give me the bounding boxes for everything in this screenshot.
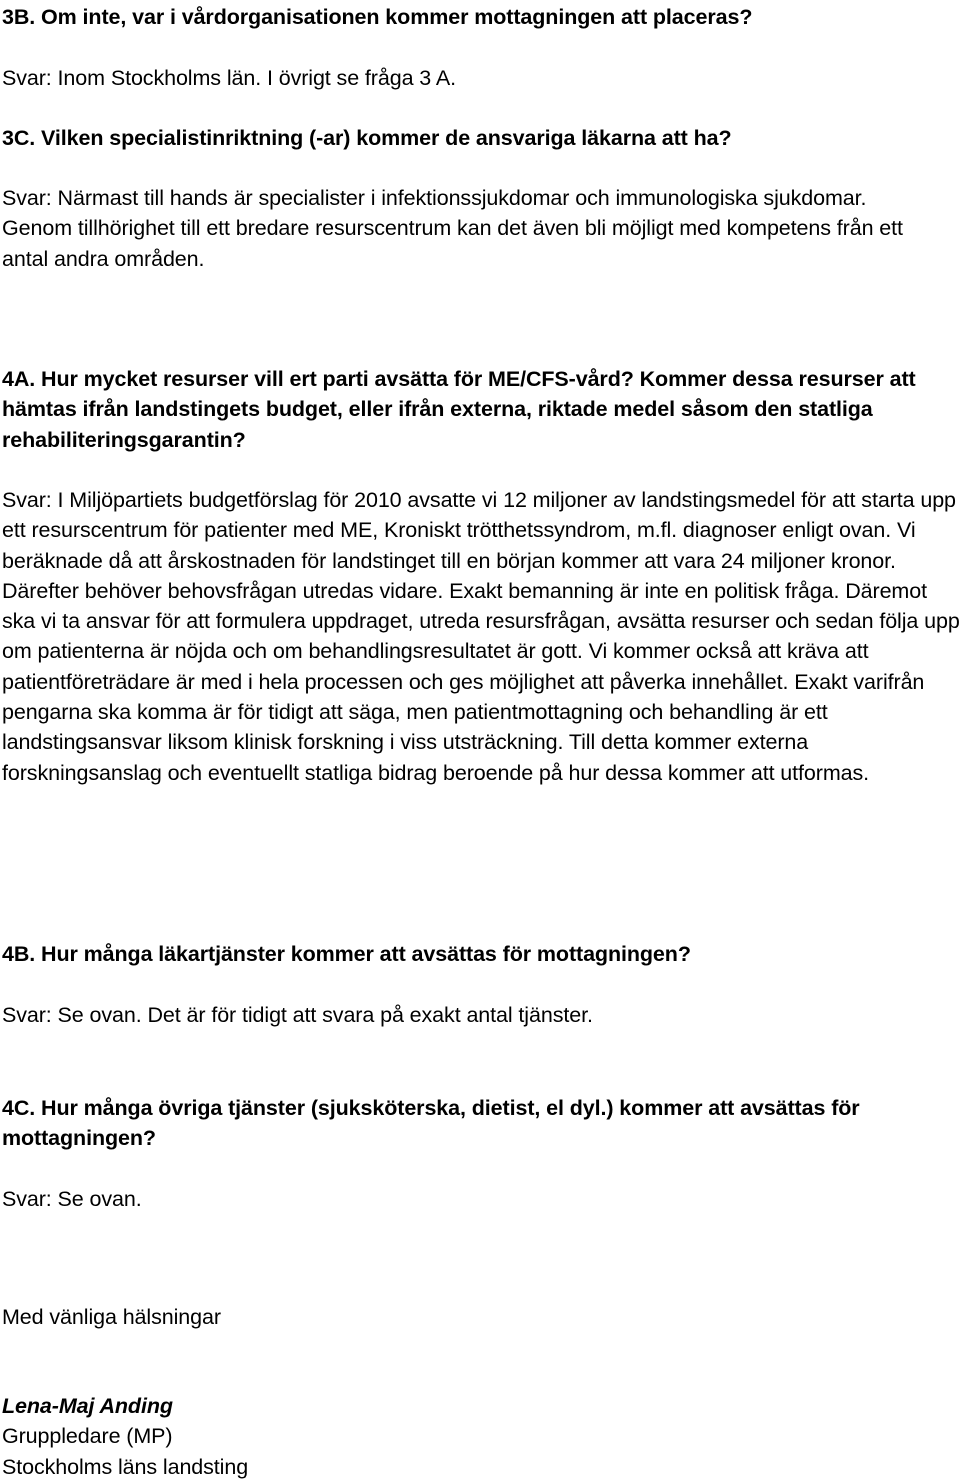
signature-name: Lena-Maj Anding [2,1394,173,1418]
signature-block [2,1391,958,1482]
signature-title: Gruppledare (MP) [2,1424,173,1449]
answer-3b: Svar: Inom Stockholms län. I övrigt se fråga 3 A. [2,66,456,90]
signature-organization: Stockholms läns landsting [2,1454,249,1479]
closing-text: Med vänliga hälsningar [2,1305,221,1329]
question-4c: 4C. Hur många övriga tjänster (sjuksköterska, dietist, el dyl.) kommer att avsättas för mottagningen? [2,1096,860,1151]
answer-4a: Svar: I Miljöpartiets budgetförslag för 2010 avsatte vi 12 miljoner av landstingsmedel för att starta upp ett resurscentrum för patienter med ME, Kroniskt trötthetssyndrom, m.fl. diagnoser enligt ovan. Vi beräknade då att årskostnaden för landstinget till en början kommer att vara 24 miljoner kronor. Därefter behöver behovsfrågan utredas vidare. Exakt bemanning är inte en politisk fråga. Däremot ska vi ta ansvar för att formulera uppdraget, utreda resursfrågan, avsätta resurser och sedan följa upp om patienterna är nöjda och om behandlingsresultatet är gott. Vi kommer också att kräva att patientföreträdare är med i hela processen och ges möjlighet att påverka innehållet. Exakt varifrån pengarna ska komma är för tidigt att säga, men patientmottagning och behandling är ett landstingsansvar liksom klinisk forskning i viss utsträckning. Till detta kommer externa forskningsanslag och eventuellt statliga bidrag beroende på hur dessa kommer att utformas. [2,488,960,785]
question-3c: 3C. Vilken specialistinriktning (-ar) kommer de ansvariga läkarna att ha? [2,126,732,150]
question-3b: 3B. Om inte, var i vårdorganisationen kommer mottagningen att placeras? [2,5,753,29]
question-4b: 4B. Hur många läkartjänster kommer att avsättas för mottagningen? [2,942,691,966]
answer-3c: Svar: Närmast till hands är specialister i infektionssjukdomar och immunologiska sjukdomar. Genom tillhörighet till ett bredare resurscentrum kan det även bli möjligt med kompetens från ett antal andra områden. [2,186,903,271]
question-4a: 4A. Hur mycket resurser vill ert parti avsätta för ME/CFS-vård? Kommer dessa resurser att hämtas ifrån landstingets budget, eller ifrån externa, riktade medel såsom den statliga rehabiliteringsgarantin? [2,367,916,452]
answer-4b: Svar: Se ovan. Det är för tidigt att svara på exakt antal tjänster. [2,1003,593,1027]
answer-4c: Svar: Se ovan. [2,1187,142,1211]
